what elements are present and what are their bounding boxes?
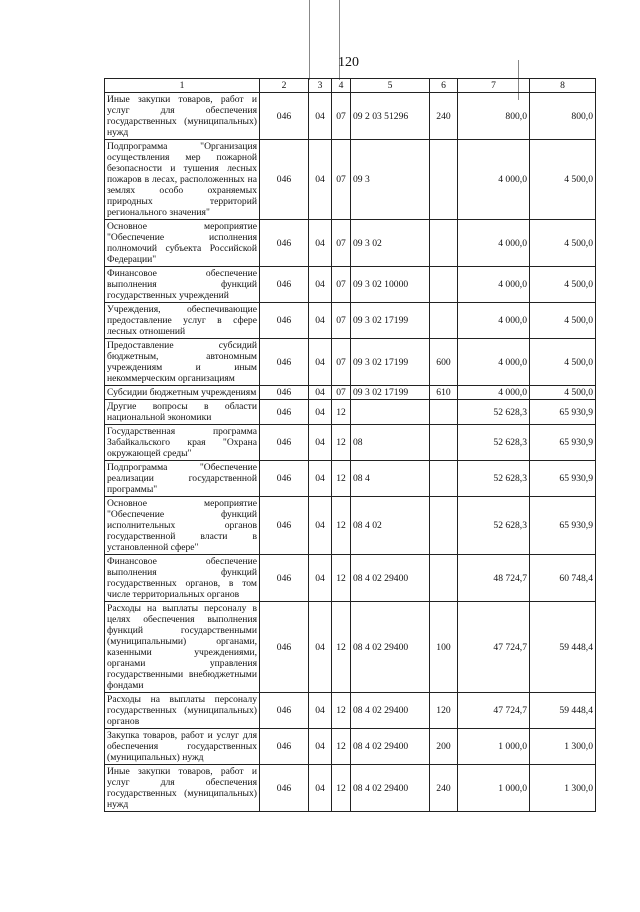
amount-year-1: 4 000,0 [458,267,530,303]
code-section: 04 [309,303,332,339]
amount-year-2: 4 500,0 [530,140,596,220]
code-target: 09 3 02 [351,220,430,267]
code-section: 04 [309,497,332,555]
code-section: 04 [309,267,332,303]
code-expense-type [430,400,458,425]
code-ministry: 046 [260,602,309,693]
code-section: 04 [309,425,332,461]
budget-table [104,78,596,812]
code-expense-type: 100 [430,602,458,693]
amount-year-1: 48 724,7 [458,555,530,602]
amount-year-1: 4 000,0 [458,386,530,400]
table-row [105,555,596,602]
code-section: 04 [309,693,332,729]
code-section: 04 [309,220,332,267]
code-expense-type [430,425,458,461]
code-target: 08 4 02 29400 [351,729,430,765]
code-expense-type: 200 [430,729,458,765]
code-subsection: 07 [332,93,351,140]
code-ministry: 046 [260,729,309,765]
amount-year-2: 4 500,0 [530,220,596,267]
amount-year-2: 4 500,0 [530,303,596,339]
code-subsection: 12 [332,555,351,602]
amount-year-1: 4 000,0 [458,220,530,267]
code-expense-type: 120 [430,693,458,729]
header-cell: 5 [351,79,430,93]
code-target: 09 3 02 10000 [351,267,430,303]
code-target: 09 2 03 51296 [351,93,430,140]
amount-year-2: 59 448,4 [530,693,596,729]
code-target: 09 3 02 17199 [351,303,430,339]
code-ministry: 046 [260,555,309,602]
code-section: 04 [309,555,332,602]
code-expense-type [430,497,458,555]
code-section: 04 [309,339,332,386]
scan-line [309,0,310,80]
table-row [105,765,596,812]
table-row [105,267,596,303]
code-expense-type [430,461,458,497]
code-subsection: 07 [332,386,351,400]
header-cell: 7 [458,79,530,93]
code-ministry: 046 [260,220,309,267]
code-expense-type: 240 [430,93,458,140]
code-ministry: 046 [260,303,309,339]
table-row [105,729,596,765]
code-target: 08 4 02 29400 [351,602,430,693]
row-name: Предоставление субсидий бюджетным, автономным учреждениям и иным некоммерческим организациям [105,339,260,386]
amount-year-1: 52 628,3 [458,461,530,497]
table-row [105,602,596,693]
table-row [105,425,596,461]
amount-year-2: 59 448,4 [530,602,596,693]
header-row [105,79,596,93]
code-expense-type [430,303,458,339]
code-subsection: 07 [332,303,351,339]
amount-year-1: 47 724,7 [458,693,530,729]
row-name: Финансовое обеспечение выполнения функций государственных учреждений [105,267,260,303]
code-target: 08 4 02 29400 [351,555,430,602]
amount-year-1: 52 628,3 [458,497,530,555]
code-section: 04 [309,461,332,497]
code-section: 04 [309,386,332,400]
amount-year-2: 4 500,0 [530,339,596,386]
code-target: 09 3 02 17199 [351,339,430,386]
amount-year-2: 65 930,9 [530,497,596,555]
code-ministry: 046 [260,765,309,812]
code-target [351,400,430,425]
amount-year-2: 65 930,9 [530,461,596,497]
code-subsection: 12 [332,765,351,812]
code-target: 08 4 02 29400 [351,765,430,812]
amount-year-1: 47 724,7 [458,602,530,693]
code-expense-type: 240 [430,765,458,812]
row-name: Финансовое обеспечение выполнения функций государственных органов, в том числе территориальных органов [105,555,260,602]
amount-year-2: 65 930,9 [530,425,596,461]
row-name: Другие вопросы в области национальной экономики [105,400,260,425]
code-ministry: 046 [260,693,309,729]
code-ministry: 046 [260,267,309,303]
amount-year-1: 800,0 [458,93,530,140]
amount-year-2: 4 500,0 [530,386,596,400]
header-cell: 8 [530,79,596,93]
code-expense-type [430,140,458,220]
row-name: Иные закупки товаров, работ и услуг для обеспечения государственных (муниципальных) нужд [105,765,260,812]
code-target: 09 3 [351,140,430,220]
code-section: 04 [309,140,332,220]
row-name: Государственная программа Забайкальского края "Охрана окружающей среды" [105,425,260,461]
code-target: 08 4 [351,461,430,497]
code-expense-type: 600 [430,339,458,386]
amount-year-1: 4 000,0 [458,339,530,386]
table-row [105,386,596,400]
table-row [105,497,596,555]
row-name: Учреждения, обеспечивающие предоставление услуг в сфере лесных отношений [105,303,260,339]
code-ministry: 046 [260,386,309,400]
code-section: 04 [309,602,332,693]
table-row [105,220,596,267]
header-cell: 1 [105,79,260,93]
amount-year-2: 1 300,0 [530,765,596,812]
amount-year-1: 52 628,3 [458,425,530,461]
code-section: 04 [309,729,332,765]
code-expense-type [430,555,458,602]
row-name: Подпрограмма "Обеспечение реализации государственной программы" [105,461,260,497]
code-ministry: 046 [260,339,309,386]
code-subsection: 07 [332,339,351,386]
code-subsection: 12 [332,602,351,693]
table-row [105,140,596,220]
code-section: 04 [309,93,332,140]
row-name: Расходы на выплаты персоналу в целях обеспечения выполнения функций государственными (муниципальными) органами, казенными учреждениями, органами управления государственными внебюджетными фондами [105,602,260,693]
row-name: Основное мероприятие "Обеспечение функций исполнительных органов государственной власти в установленной сфере" [105,497,260,555]
code-subsection: 12 [332,425,351,461]
code-ministry: 046 [260,93,309,140]
amount-year-2: 60 748,4 [530,555,596,602]
header-cell: 4 [332,79,351,93]
header-cell: 2 [260,79,309,93]
amount-year-1: 52 628,3 [458,400,530,425]
amount-year-1: 4 000,0 [458,140,530,220]
amount-year-2: 800,0 [530,93,596,140]
row-name: Основное мероприятие "Обеспечение исполнения полномочий субъекта Российской Федерации" [105,220,260,267]
amount-year-1: 1 000,0 [458,765,530,812]
code-subsection: 07 [332,140,351,220]
row-name: Закупка товаров, работ и услуг для обеспечения государственных (муниципальных) нужд [105,729,260,765]
page-number: 120 [338,55,359,70]
table-row [105,400,596,425]
table-row [105,461,596,497]
table-row [105,693,596,729]
table-row [105,303,596,339]
amount-year-2: 4 500,0 [530,267,596,303]
code-ministry: 046 [260,461,309,497]
code-subsection: 12 [332,461,351,497]
amount-year-2: 65 930,9 [530,400,596,425]
code-subsection: 12 [332,729,351,765]
header-cell: 3 [309,79,332,93]
code-expense-type [430,267,458,303]
header-cell: 6 [430,79,458,93]
code-subsection: 07 [332,220,351,267]
amount-year-2: 1 300,0 [530,729,596,765]
code-expense-type [430,220,458,267]
code-subsection: 12 [332,400,351,425]
code-ministry: 046 [260,400,309,425]
code-subsection: 12 [332,693,351,729]
row-name: Подпрограмма "Организация осуществления мер пожарной безопасности и тушения лесных пожаров в лесах, расположенных на землях особо охраняемых природных территорий регионального значения" [105,140,260,220]
row-name: Расходы на выплаты персоналу государственных (муниципальных) органов [105,693,260,729]
row-name: Субсидии бюджетным учреждениям [105,386,260,400]
code-ministry: 046 [260,140,309,220]
code-target: 09 3 02 17199 [351,386,430,400]
code-section: 04 [309,400,332,425]
code-section: 04 [309,765,332,812]
code-expense-type: 610 [430,386,458,400]
amount-year-1: 1 000,0 [458,729,530,765]
code-subsection: 07 [332,267,351,303]
code-target: 08 4 02 29400 [351,693,430,729]
code-target: 08 4 02 [351,497,430,555]
table-row [105,93,596,140]
row-name: Иные закупки товаров, работ и услуг для обеспечения государственных (муниципальных) нужд [105,93,260,140]
code-ministry: 046 [260,497,309,555]
amount-year-1: 4 000,0 [458,303,530,339]
code-subsection: 12 [332,497,351,555]
code-target: 08 [351,425,430,461]
code-ministry: 046 [260,425,309,461]
table-row [105,339,596,386]
